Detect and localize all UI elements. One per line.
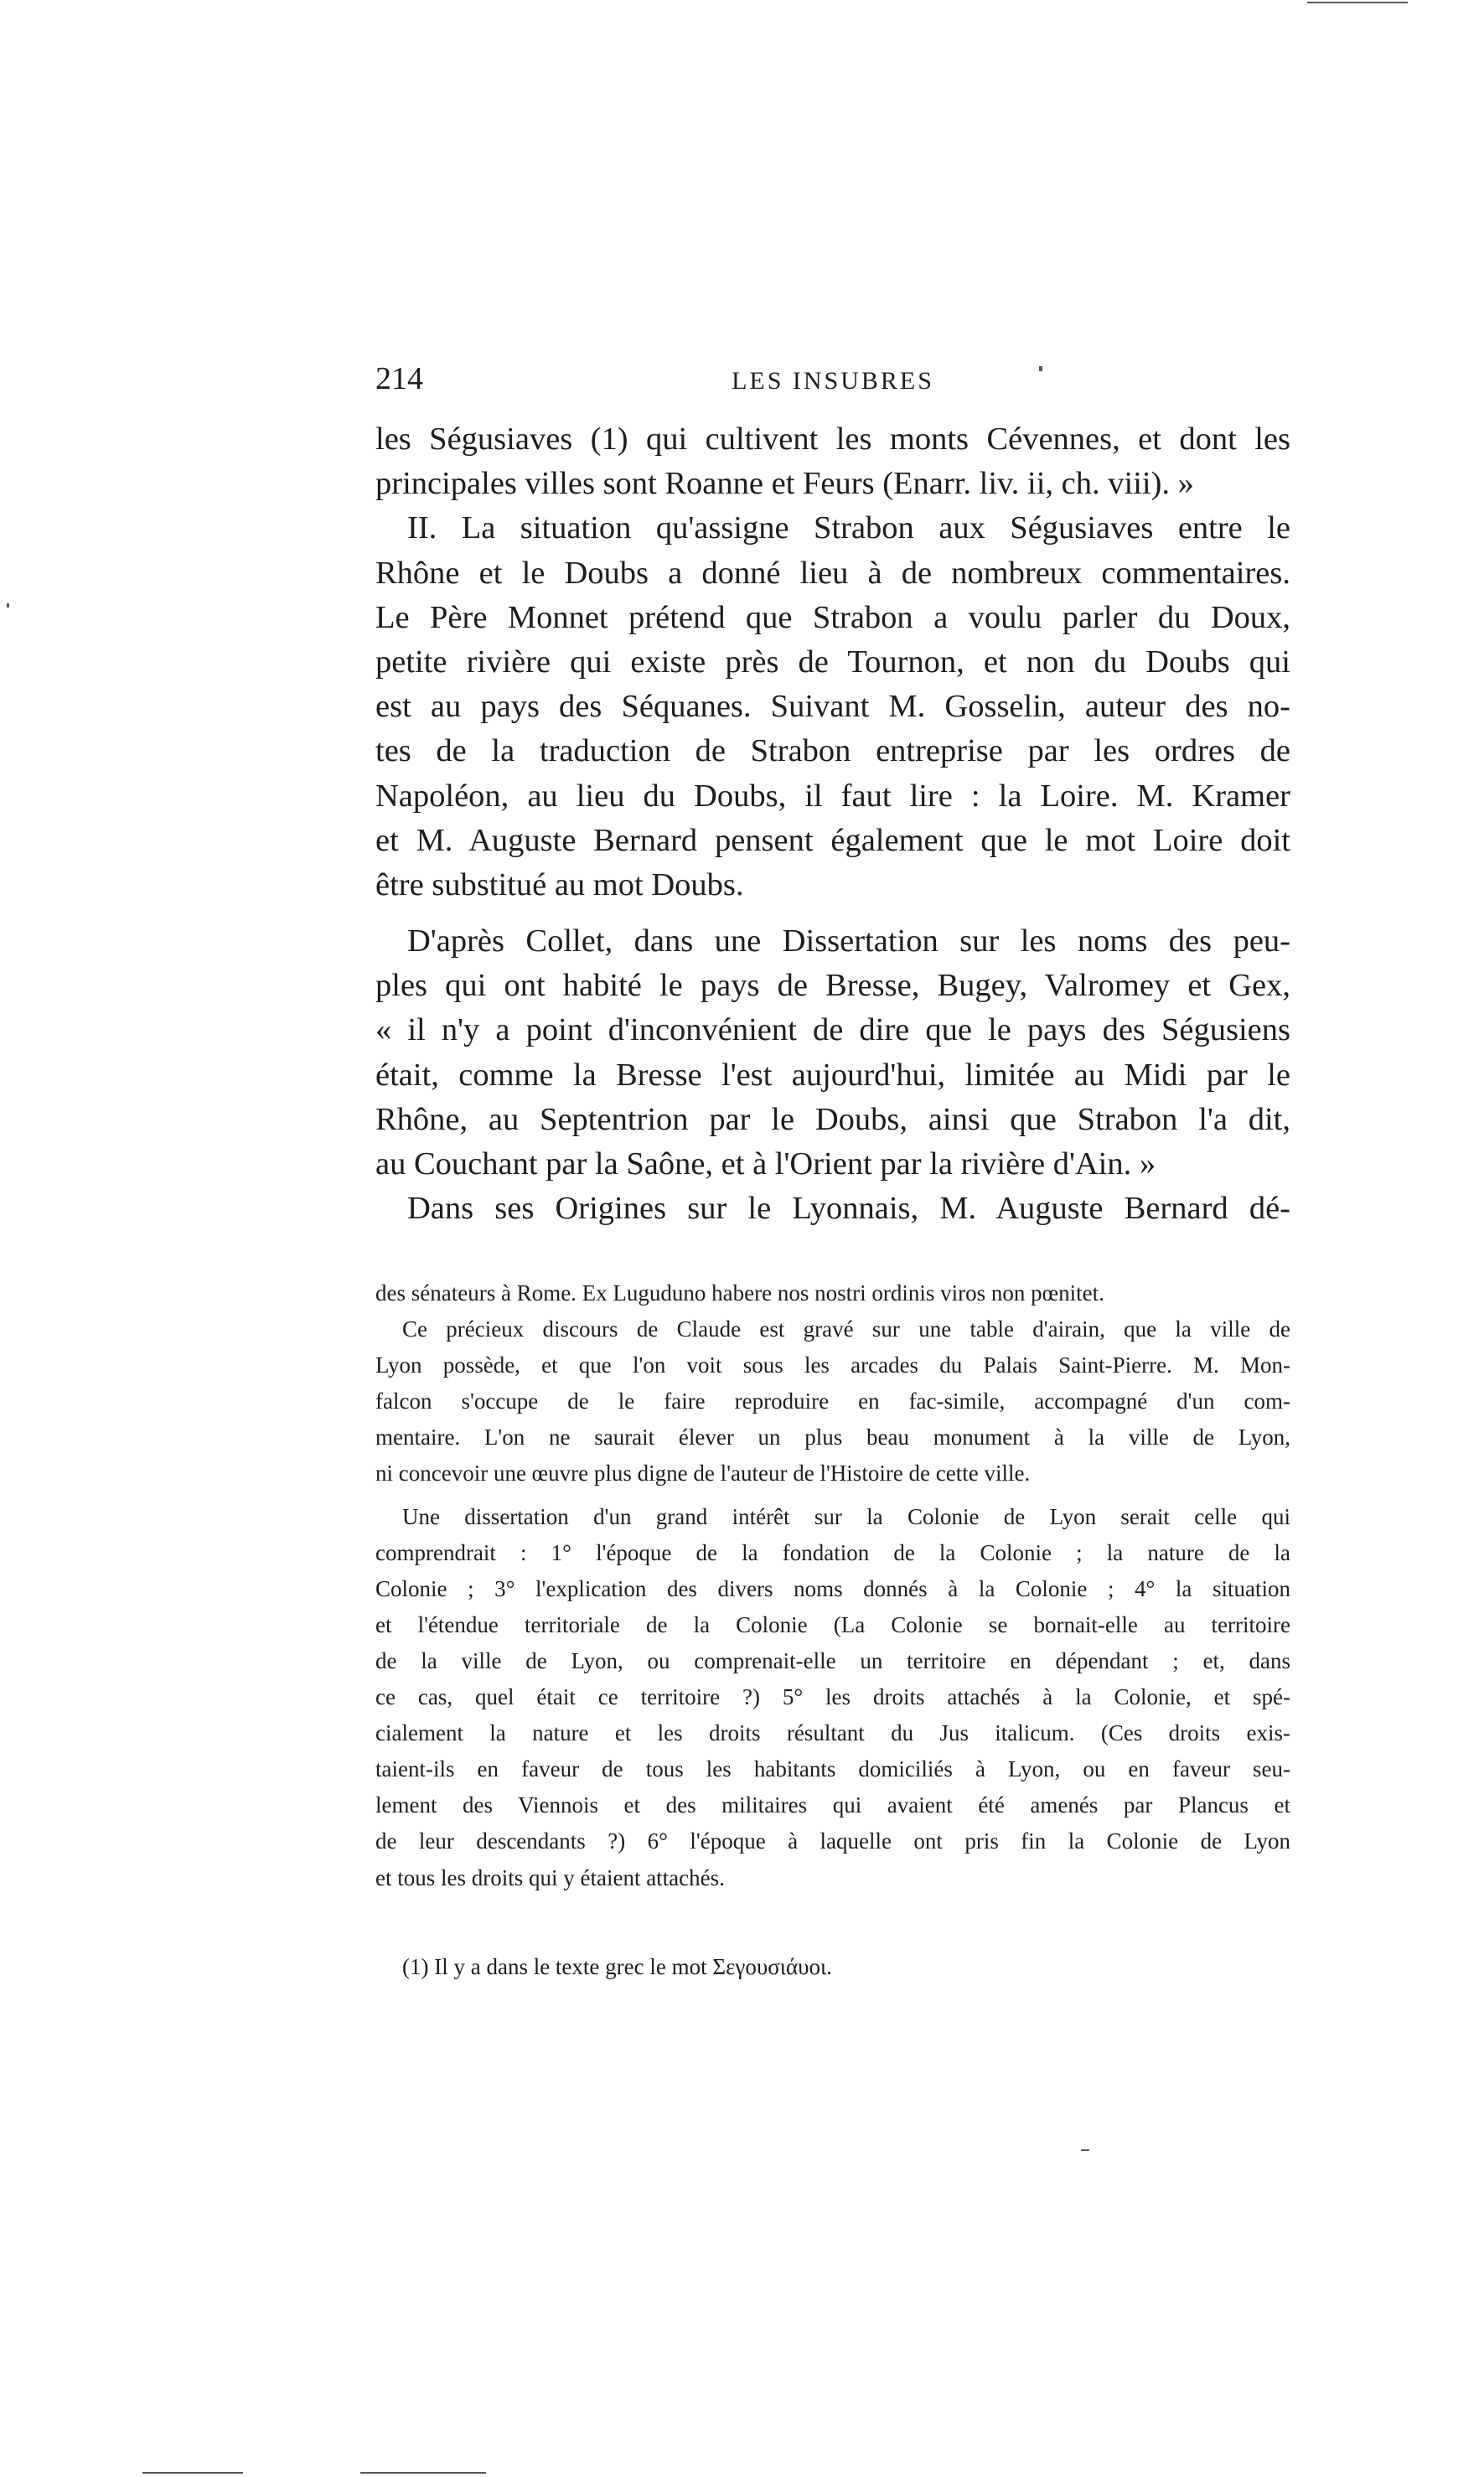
note-line: Une dissertation d'un grand intérêt sur la Colonie de Lyon serait celle qui bbox=[402, 1503, 1290, 1529]
note-line: de la ville de Lyon, ou comprenait-elle un territoire en dépendant ; et, dans bbox=[375, 1647, 1290, 1673]
text-line: être substitué au mot Doubs. bbox=[375, 866, 744, 902]
running-title: LES INSUBRES bbox=[732, 367, 934, 395]
text-line: Napoléon, au lieu du Doubs, il faut lire : la Loire. M. Kramer bbox=[375, 778, 1290, 814]
scan-speck bbox=[1081, 2149, 1089, 2151]
note-line: et l'étendue territoriale de la Colonie (La Colonie se bornait-elle au territoire bbox=[375, 1611, 1290, 1637]
text-line: est au pays des Séquanes. Suivant M. Gosselin, auteur des no- bbox=[375, 689, 1290, 725]
scan-speck bbox=[142, 2472, 243, 2474]
text-line: et M. Auguste Bernard pensent également que le mot Loire doit bbox=[375, 822, 1290, 858]
text-line: Rhône et le Doubs a donné lieu à de nombreux commentaires. bbox=[375, 555, 1290, 591]
text-line: « il n'y a point d'inconvénient de dire que le pays des Ségusiens bbox=[375, 1012, 1290, 1048]
note-line: des sénateurs à Rome. Ex Luguduno habere nos nostri ordinis viros non pœnitet. bbox=[375, 1280, 1104, 1306]
text-line: Rhône, au Septentrion par le Doubs, ainsi que Strabon l'a dit, bbox=[375, 1101, 1290, 1137]
note-line: Ce précieux discours de Claude est gravé sur une table d'airain, que la ville de bbox=[402, 1316, 1290, 1342]
text-line: au Couchant par la Saône, et à l'Orient par la rivière d'Ain. » bbox=[375, 1146, 1156, 1182]
page-number: 214 bbox=[375, 361, 423, 396]
running-header bbox=[375, 360, 1290, 411]
text-line: Dans ses Origines sur le Lyonnais, M. Auguste Bernard dé- bbox=[407, 1191, 1290, 1227]
note-line: lement des Viennois et des militaires qui avaient été amenés par Plancus et bbox=[375, 1792, 1290, 1818]
note-line: ce cas, quel était ce territoire ?) 5° les droits attachés à la Colonie, et spé- bbox=[375, 1684, 1290, 1710]
text-line: ples qui ont habité le pays de Bresse, Bugey, Valromey et Gex, bbox=[375, 968, 1290, 1004]
footnote: (1) Il y a dans le texte grec le mot Σεγουσιάυοι. bbox=[402, 1954, 833, 1979]
note-line: et tous les droits qui y étaient attachés. bbox=[375, 1864, 725, 1890]
note-line: Lyon possède, et que l'on voit sous les arcades du Palais Saint-Pierre. M. Mon- bbox=[375, 1352, 1290, 1378]
scan-speck bbox=[1307, 2, 1408, 3]
note-line: comprendrait : 1° l'époque de la fondation de la Colonie ; la nature de la bbox=[375, 1539, 1290, 1565]
notes-block bbox=[375, 1275, 1290, 1896]
text-line: Le Père Monnet prétend que Strabon a voulu parler du Doux, bbox=[375, 599, 1290, 635]
text-line: tes de la traduction de Strabon entreprise par les ordres de bbox=[375, 733, 1290, 769]
scan-speck bbox=[360, 2472, 486, 2474]
note-line: Colonie ; 3° l'explication des divers noms donnés à la Colonie ; 4° la situation bbox=[375, 1575, 1290, 1601]
text-line: les Ségusiaves (1) qui cultivent les monts Cévennes, et dont les bbox=[375, 421, 1290, 457]
scan-speck bbox=[7, 603, 9, 608]
text-line: II. La situation qu'assigne Strabon aux Ségusiaves entre le bbox=[407, 510, 1290, 546]
note-line: cialement la nature et les droits résultant du Jus italicum. (Ces droits exis- bbox=[375, 1720, 1290, 1746]
main-text bbox=[375, 417, 1290, 1231]
scan-speck bbox=[1039, 366, 1042, 371]
text-line: principales villes sont Roanne et Feurs (Enarr. liv. ii, ch. viii). » bbox=[375, 466, 1194, 502]
note-line: de leur descendants ?) 6° l'époque à laquelle ont pris fin la Colonie de Lyon bbox=[375, 1828, 1290, 1854]
text-line: D'après Collet, dans une Dissertation sur les noms des peu- bbox=[407, 923, 1290, 959]
note-line: taient-ils en faveur de tous les habitants domiciliés à Lyon, ou en faveur seu- bbox=[375, 1756, 1290, 1782]
text-line: était, comme la Bresse l'est aujourd'hui, limitée au Midi par le bbox=[375, 1057, 1290, 1093]
note-line: ni concevoir une œuvre plus digne de l'auteur de l'Histoire de cette ville. bbox=[375, 1461, 1031, 1487]
note-line: mentaire. L'on ne saurait élever un plus beau monument à la ville de Lyon, bbox=[375, 1425, 1290, 1451]
text-line: petite rivière qui existe près de Tournon, et non du Doubs qui bbox=[375, 644, 1290, 680]
note-line: falcon s'occupe de le faire reproduire en fac-simile, accompagné d'un com- bbox=[375, 1388, 1290, 1414]
